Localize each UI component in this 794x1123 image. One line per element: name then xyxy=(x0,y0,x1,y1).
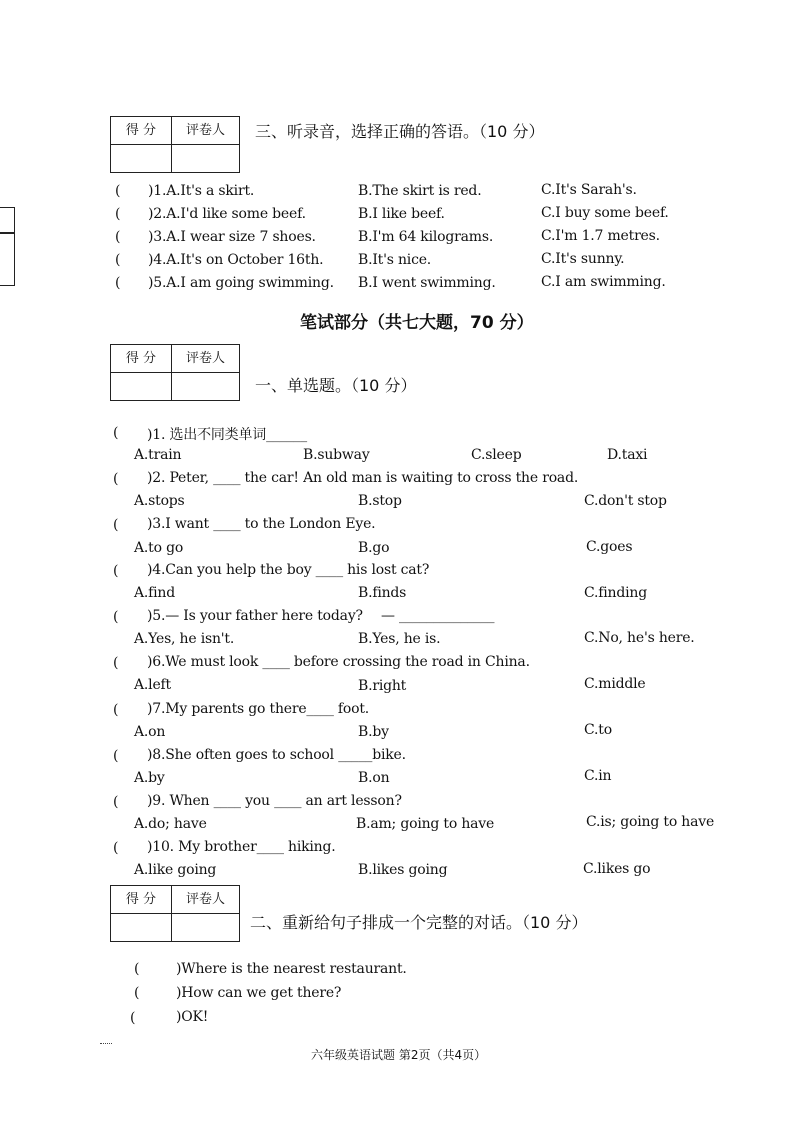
option-a: A.on xyxy=(134,724,166,740)
written-part-title: 笔试部分（共七大题，70 分） xyxy=(300,313,534,333)
option-b: B.I went swimming. xyxy=(358,275,496,291)
option-c: C.finding xyxy=(584,585,647,601)
score-box-listening xyxy=(110,116,240,173)
option-b: B.I'm 64 kilograms. xyxy=(358,229,494,245)
question-paren[interactable]: ( xyxy=(115,275,121,291)
question-paren[interactable]: ( xyxy=(115,252,121,268)
question-stem: )1.A.It's a skirt. xyxy=(148,183,255,199)
score-label: 得 分 xyxy=(111,117,172,145)
option-b: B.I like beef. xyxy=(358,206,445,222)
option-c: C.likes go xyxy=(583,861,651,877)
option-b: B.subway xyxy=(303,447,370,463)
single-choice-title: 一、单选题。（10 分） xyxy=(255,376,417,395)
score-box-single-choice xyxy=(110,344,240,401)
question-paren[interactable]: ( xyxy=(113,471,119,487)
question-paren[interactable]: ( xyxy=(113,425,119,441)
option-b: B.It's nice. xyxy=(358,252,432,268)
order-paren[interactable]: ( xyxy=(134,985,140,1001)
question-stem: )6.We must look ____ before crossing the road in China. xyxy=(147,654,530,670)
order-paren[interactable]: ( xyxy=(130,1010,136,1026)
margin-mark-top xyxy=(0,207,15,234)
option-b: B.finds xyxy=(358,585,407,601)
question-stem: )4.A.It's on October 16th. xyxy=(148,252,324,268)
option-c: C.in xyxy=(584,768,612,784)
question-stem: )5.— Is your father here today? xyxy=(147,608,363,624)
grader-label: 评卷人 xyxy=(172,886,239,914)
dialogue-line: )How can we get there? xyxy=(176,985,342,1001)
option-b: B.go xyxy=(358,540,390,556)
dialogue-line: )Where is the nearest restaurant. xyxy=(176,961,407,977)
option-c: C.I'm 1.7 metres. xyxy=(541,228,660,244)
option-a: A.like going xyxy=(134,862,217,878)
score-box-reorder xyxy=(110,885,240,942)
option-b: B.stop xyxy=(358,493,402,509)
question-paren[interactable]: ( xyxy=(115,183,121,199)
score-cell[interactable] xyxy=(111,145,172,172)
option-b: B.by xyxy=(358,724,389,740)
option-d: D.taxi xyxy=(607,447,648,463)
score-label: 得 分 xyxy=(111,886,172,914)
option-c: C.No, he's here. xyxy=(584,630,695,646)
score-label: 得 分 xyxy=(111,345,172,373)
question-paren[interactable]: ( xyxy=(115,229,121,245)
question-stem: )2.A.I'd like some beef. xyxy=(148,206,306,222)
question-paren[interactable]: ( xyxy=(113,794,119,810)
question-paren[interactable]: ( xyxy=(115,206,121,222)
option-c: C.It's sunny. xyxy=(541,251,625,267)
question-stem: )9. When ____ you ____ an art lesson? xyxy=(147,793,402,809)
option-c: C.to xyxy=(584,722,612,738)
option-c: C.sleep xyxy=(471,447,522,463)
option-b: B.on xyxy=(358,770,390,786)
option-c: C.I am swimming. xyxy=(541,274,666,290)
question-stem: )4.Can you help the boy ____ his lost cat? xyxy=(147,562,430,578)
grader-label: 评卷人 xyxy=(172,117,239,145)
option-c: C.goes xyxy=(586,539,633,555)
question-paren[interactable]: ( xyxy=(113,517,119,533)
option-a: A.to go xyxy=(134,540,184,556)
option-c: C.middle xyxy=(584,676,646,692)
footer-dots xyxy=(100,1043,112,1044)
score-cell[interactable] xyxy=(111,373,172,400)
question-paren[interactable]: ( xyxy=(113,840,119,856)
option-c: C.I buy some beef. xyxy=(541,205,669,221)
page-footer: 六年级英语试题 第2页（共4页） xyxy=(311,1048,487,1062)
question-stem: )1. 选出不同类单词______ xyxy=(147,427,307,443)
option-b: B.The skirt is red. xyxy=(358,183,482,199)
grader-label: 评卷人 xyxy=(172,345,239,373)
option-a: A.do; have xyxy=(134,816,207,832)
question-stem: )3.A.I wear size 7 shoes. xyxy=(148,229,316,245)
option-a: A.stops xyxy=(134,493,185,509)
option-b: B.likes going xyxy=(358,862,448,878)
dialogue-line: )OK! xyxy=(176,1009,209,1025)
question-paren[interactable]: ( xyxy=(113,609,119,625)
question-stem: )3.I want ____ to the London Eye. xyxy=(147,516,376,532)
answer-blank[interactable]: — ______________ xyxy=(381,608,495,624)
order-paren[interactable]: ( xyxy=(134,961,140,977)
question-stem: )7.My parents go there____ foot. xyxy=(147,701,369,717)
question-paren[interactable]: ( xyxy=(113,748,119,764)
option-b: B.right xyxy=(358,678,407,694)
question-paren[interactable]: ( xyxy=(113,563,119,579)
option-c: C.don't stop xyxy=(584,493,667,509)
question-paren[interactable]: ( xyxy=(113,655,119,671)
option-a: A.Yes, he isn't. xyxy=(134,631,235,647)
option-a: A.find xyxy=(134,585,175,601)
question-stem: )2. Peter, ____ the car! An old man is waiting to cross the road. xyxy=(147,470,579,486)
option-a: A.by xyxy=(134,770,165,786)
option-b: B.am; going to have xyxy=(356,816,495,832)
listening-title: 三、听录音，选择正确的答语。（10 分） xyxy=(255,122,545,141)
score-cell[interactable] xyxy=(111,914,172,941)
reorder-title: 二、重新给句子排成一个完整的对话。（10 分） xyxy=(250,913,588,932)
option-c: C.is; going to have xyxy=(586,814,715,830)
question-stem: )10. My brother____ hiking. xyxy=(147,839,336,855)
question-stem: )8.She often goes to school _____bike. xyxy=(147,747,406,763)
option-a: A.train xyxy=(134,447,182,463)
option-b: B.Yes, he is. xyxy=(358,631,441,647)
question-paren[interactable]: ( xyxy=(113,702,119,718)
option-a: A.left xyxy=(134,677,171,693)
option-c: C.It's Sarah's. xyxy=(541,182,637,198)
question-stem: )5.A.I am going swimming. xyxy=(148,275,334,291)
margin-mark-bottom xyxy=(0,232,15,286)
